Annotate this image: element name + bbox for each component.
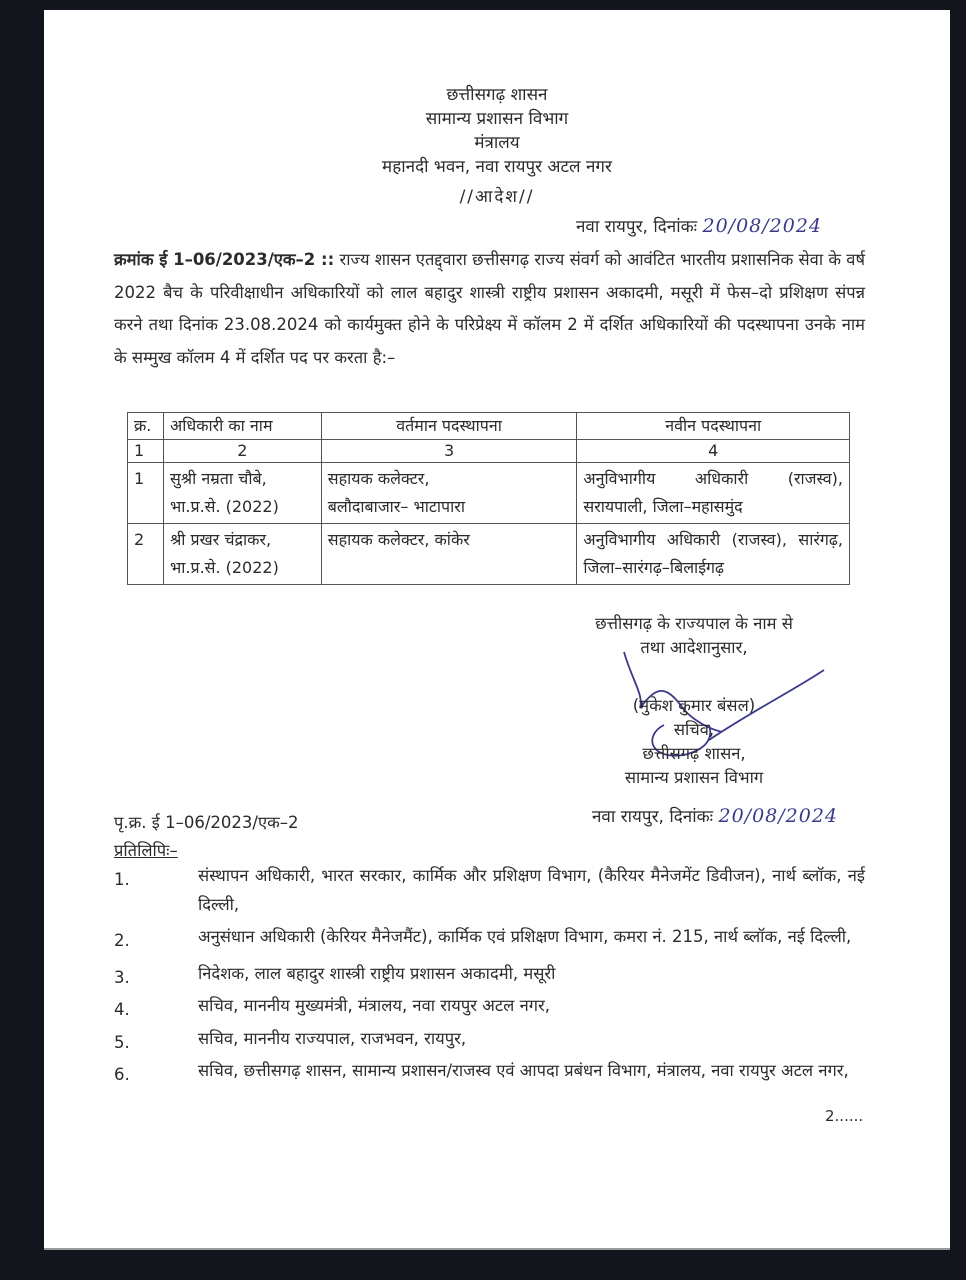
- endorsement-reference: पृ.क्र. ई 1–06/2023/एक–2: [114, 813, 299, 832]
- signatory-office1: छत्तीसगढ़ शासन,: [642, 744, 746, 763]
- header-department: सामान्य प्रशासन विभाग: [425, 109, 569, 129]
- posting-table: [127, 412, 850, 585]
- handwritten-date: 20/08/2024: [718, 805, 839, 827]
- row-officer-name: [163, 463, 321, 524]
- header-state: छत्तीसगढ़ शासन: [446, 85, 548, 105]
- officer-service: भा.प्र.से. (2022): [169, 497, 279, 516]
- table-row: [128, 524, 850, 585]
- copy-to-list: [114, 862, 865, 1090]
- list-item-number: 4.: [114, 1000, 130, 1019]
- header-current-posting: वर्तमान पदस्थापना: [321, 413, 577, 440]
- list-item-number: 6.: [114, 1065, 130, 1084]
- colnum-2: 2: [163, 440, 321, 463]
- current-posting-line2: बलौदाबाजार– भाटापारा: [327, 497, 465, 516]
- list-item: [114, 992, 865, 1025]
- signatory-office2: सामान्य प्रशासन विभाग: [624, 768, 764, 787]
- header-sno: क्र.: [128, 413, 164, 440]
- row-current-posting: [321, 463, 577, 524]
- list-item-text: सचिव, माननीय मुख्यमंत्री, मंत्रालय, नवा रायपुर अटल नगर,: [198, 996, 551, 1015]
- header-officer-name: अधिकारी का नाम: [163, 413, 321, 440]
- row-current-posting: [321, 524, 577, 585]
- row-officer-name: [163, 524, 321, 585]
- document-page: [44, 10, 950, 1248]
- header-ministry: मंत्रालय: [474, 133, 520, 153]
- authority-line2: तथा आदेशानुसार,: [640, 638, 748, 657]
- list-item-text: संस्थापन अधिकारी, भारत सरकार, कार्मिक और प्रशिक्षण विभाग, (कैरियर मैनेजमेंट डिवीजन), नार्थ ब्लॉक, नई दिल्ली,: [198, 866, 865, 914]
- row-sno: 1: [128, 463, 164, 524]
- order-date: [576, 214, 822, 237]
- current-posting-line1: सहायक कलेक्टर,: [327, 469, 430, 488]
- order-text: राज्य शासन एतद्द्वारा छत्तीसगढ़ राज्य संवर्ग को आवंटित भारतीय प्रशासनिक सेवा के वर्ष 2022 बैच के परिवीक्षाधीन अधिकारियों को लाल बहादुर शास्त्री राष्ट्रीय प्रशासन अकादमी, मसूरी में फेस–दो प्रशिक्षण संपन्न करने तथा दिनांक 23.08.2024 को कार्यमुक्त होने के परिप्रेक्ष्य में कॉलम 2 में दर्शित अधिकारियों की पदस्थापना उनके नाम के सम्मुख कॉलम 4 में दर्शित पद पर करता है:–: [114, 250, 865, 367]
- row-new-posting: अनुविभागीय अधिकारी (राजस्व), सरायपाली, जिला–महासमुंद: [577, 463, 850, 524]
- officer-name: सुश्री नम्रता चौबे,: [169, 469, 267, 488]
- list-item-text: सचिव, माननीय राज्यपाल, राजभवन, रायपुर,: [198, 1028, 467, 1048]
- colnum-3: 3: [321, 440, 577, 463]
- officer-name: श्री प्रखर चंद्राकर,: [169, 530, 272, 549]
- column-number-row: [128, 440, 850, 463]
- order-paragraph: [114, 244, 865, 374]
- colnum-4: 4: [577, 440, 850, 463]
- list-item-number: 1.: [114, 870, 130, 889]
- row-sno: 2: [128, 524, 164, 585]
- list-item: [114, 960, 865, 993]
- list-item-text: अनुसंधान अधिकारी (केरियर मैनेजमैंट), कार्मिक एवं प्रशिक्षण विभाग, कमरा नं. 215, नार्थ ब्लॉक, नई दिल्ली,: [198, 927, 852, 946]
- authority-line1: छत्तीसगढ़ के राज्यपाल के नाम से: [595, 614, 793, 633]
- header-address: महानदी भवन, नवा रायपुर अटल नगर: [382, 157, 612, 177]
- current-posting-line1: सहायक कलेक्टर, कांकेर: [327, 530, 470, 549]
- order-label: //आदेश//: [459, 187, 535, 207]
- list-item: [114, 1057, 865, 1090]
- list-item: [114, 923, 865, 956]
- endorsement-date: [592, 804, 838, 827]
- list-item-text: सचिव, छत्तीसगढ़ शासन, सामान्य प्रशासन/राजस्व एवं आपदा प्रबंधन विभाग, मंत्रालय, नवा रायपुर अटल नगर,: [198, 1061, 849, 1080]
- continued-marker: 2......: [825, 1107, 864, 1125]
- table-row: [128, 463, 850, 524]
- copy-to-title: प्रतिलिपिः–: [114, 841, 178, 860]
- handwritten-date: 20/08/2024: [702, 215, 823, 237]
- row-new-posting: अनुविभागीय अधिकारी (राजस्व), सारंगढ़, जिला–सारंगढ़–बिलाईगढ़: [577, 524, 850, 585]
- list-item: [114, 1025, 865, 1058]
- order-reference: क्रमांक ई 1–06/2023/एक–2 ::: [114, 250, 335, 269]
- endorsement-date-label: नवा रायपुर, दिनांकः: [592, 807, 714, 827]
- list-item-text: निदेशक, लाल बहादुर शास्त्री राष्ट्रीय प्रशासन अकादमी, मसूरी: [198, 963, 556, 983]
- officer-service: भा.प्र.से. (2022): [169, 558, 279, 577]
- signatory-name: (मुकेश कुमार बंसल): [632, 696, 756, 715]
- signatory-designation: सचिव,: [673, 720, 715, 739]
- list-item-number: 2.: [114, 931, 130, 950]
- table-header-row: [128, 413, 850, 440]
- signatory-block: [544, 694, 844, 790]
- colnum-1: 1: [128, 440, 164, 463]
- header-new-posting: नवीन पदस्थापना: [577, 413, 850, 440]
- list-item: [114, 862, 865, 919]
- list-item-number: 5.: [114, 1032, 130, 1052]
- list-item-number: 3.: [114, 967, 130, 987]
- order-date-label: नवा रायपुर, दिनांकः: [576, 217, 698, 237]
